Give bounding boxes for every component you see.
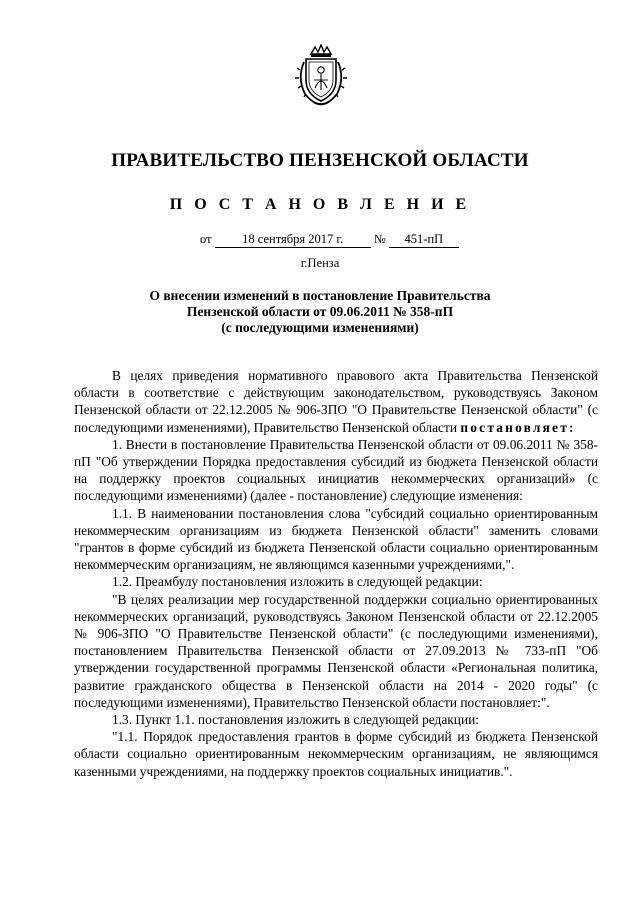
subject-line: (с последующими изменениями) [221,320,419,335]
date-number-line [200,232,459,248]
government-title: ПРАВИТЕЛЬСТВО ПЕНЗЕНСКОЙ ОБЛАСТИ [111,150,529,171]
body-paragraph: 1.2. Преамбулу постановления изложить в следующей редакции: [112,574,483,590]
preamble-paragraph [74,367,598,436]
subject-line: Пензенской области от 09.06.2011 № 358-пП [186,304,454,319]
number-sign: № [373,232,386,246]
subject-line: О внесении изменений в постановление Правительства [149,288,491,303]
decree-word: постановляет: [460,419,576,435]
date-prefix: от [200,232,212,246]
body-paragraph: "1.1. Порядок предоставления грантов в форме субсидий из бюджета Пензенской области социально ориентированным некоммерческим организациям, не являющимся казенными учреждениями, на поддержку проектов социальных инициатив.". [74,729,598,779]
document-date: 18 сентября 2017 г. [215,232,371,248]
document-city: г.Пенза [300,256,340,270]
preamble-text: В целях приведения нормативного правового акта Правительства Пензенской области в соответствие с действующим законодательством, руководствуясь Законом Пензенской области от 22.12.2005 № 906-ЗПО "О Правительстве Пензенской области" (с последующими изменениями), Правительство Пензенской области [74,368,598,435]
document-number: 451-пП [389,232,459,248]
body-paragraph: 1. Внести в постановление Правительства Пензенской области от 09.06.2011 № 358-пП "Об утверждении Порядка предоставления субсидий из бюджета Пензенской области на поддержку проектов социальных инициатив некоммерческих организаций» (с последующими изменениями) (далее - постановление) следующие изменения: [74,436,598,504]
body-paragraph: 1.3. Пункт 1.1. постановления изложить в следующей редакции: [112,712,480,728]
body-paragraph: 1.1. В наименовании постановления слова "субсидий социально ориентированным некоммерческим организациям из бюджета Пензенской области" заменить словами "грантов в форме субсидий из бюджета Пензенской области социально ориентированным некоммерческим организациям, не являющимся казенными учреждениями,". [74,505,598,573]
document-type: П О С Т А Н О В Л Е Н И Е [169,196,471,213]
coat-of-arms-icon [293,44,349,108]
body-paragraph: "В целях реализации мер государственной поддержки социально ориентированных некоммерческих организаций, руководствуясь Законом Пензенской области от 22.12.2005 № 906-ЗПО "О Правительстве Пензенской области" (с последующими изменениями), постановлением Правительства Пензенской области от 27.09.2013 № 733-пП "Об утверждении государственной программы Пензенской области «Региональная политика, развитие гражданского общества в Пензенской области на 2014 - 2020 годы" (с последующими изменениями), Правительство Пензенской области постановляет:". [74,591,598,710]
document-body [74,367,598,780]
document-subject [0,288,640,336]
